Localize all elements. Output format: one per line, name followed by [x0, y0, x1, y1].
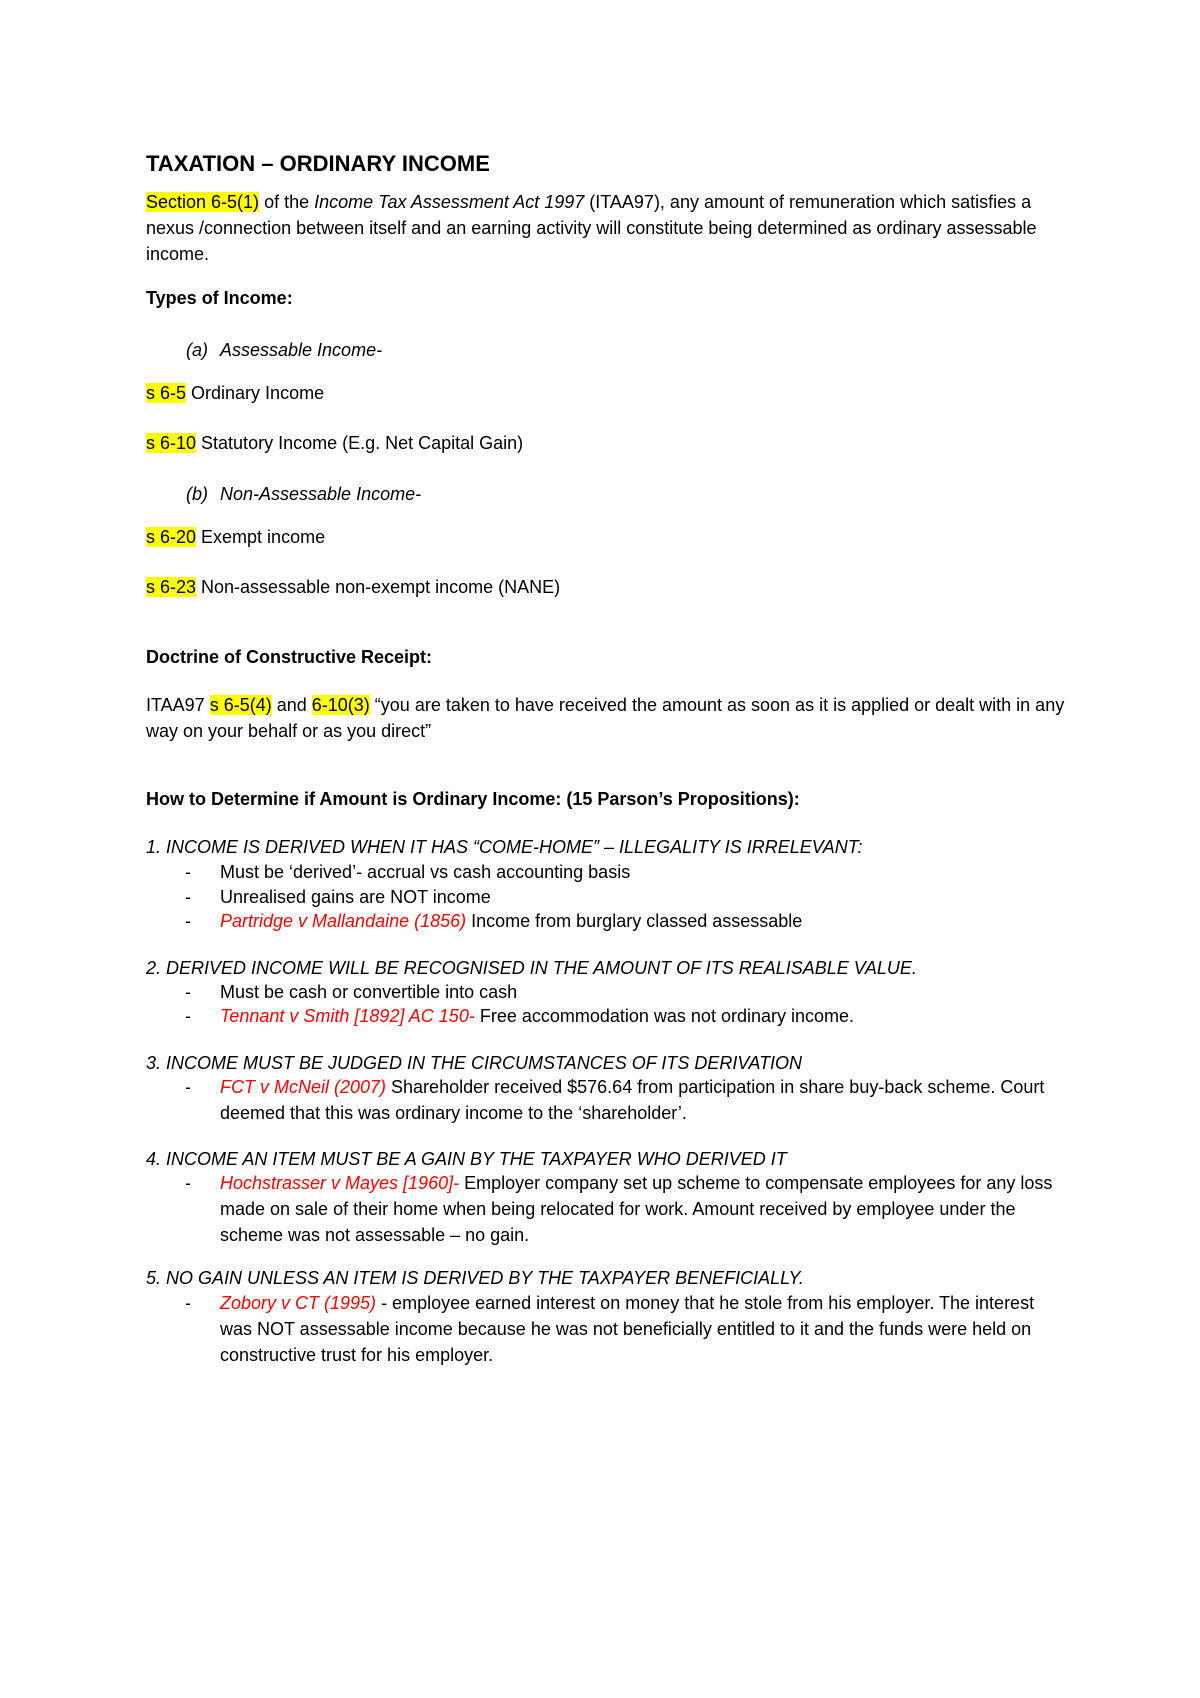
statutory-income-line: s 6-10 Statutory Income (E.g. Net Capital Gain) [146, 433, 524, 453]
bullet-dash: - [185, 1006, 191, 1026]
list-item: Hochstrasser v Mayes [1960]- Employer company set up scheme to compensate employees for any loss made on sale of their home when being relocated for work. Amount received by employee under the scheme was not assessable – no gain. [220, 1173, 1053, 1245]
list-item: Must be ‘derived’- accrual vs cash accounting basis [220, 862, 631, 882]
intro-paragraph: Section 6-5(1) of the Income Tax Assessment Act 1997 (ITAA97), any amount of remuneration which satisfies a nexus /connection between itself and an earning activity will constitute being determined as ordinary assessable income. [146, 192, 1037, 264]
case-citation: Hochstrasser v Mayes [1960]- [220, 1173, 460, 1193]
nane-line: s 6-23 Non-assessable non-exempt income (NANE) [146, 577, 561, 597]
proposition-1-heading: 1. INCOME IS DERIVED WHEN IT HAS “COME-HOME” – ILLEGALITY IS IRRELEVANT: [146, 837, 863, 857]
bullet-dash: - [185, 982, 191, 1002]
list-item: Unrealised gains are NOT income [220, 887, 491, 907]
proposition-5-heading: 5. NO GAIN UNLESS AN ITEM IS DERIVED BY THE TAXPAYER BENEFICIALLY. [146, 1268, 804, 1288]
exempt-income-line: s 6-20 Exempt income [146, 527, 326, 547]
list-item: Partridge v Mallandaine (1856) Income from burglary classed assessable [220, 911, 803, 931]
section-ref: Section 6-5(1) [146, 192, 260, 212]
doctrine-heading: Doctrine of Constructive Receipt: [146, 647, 433, 667]
proposition-4-heading: 4. INCOME AN ITEM MUST BE A GAIN BY THE TAXPAYER WHO DERIVED IT [146, 1149, 787, 1169]
list-label-a: (a) [186, 340, 208, 360]
bullet-dash: - [185, 911, 191, 931]
list-item: Must be cash or convertible into cash [220, 982, 518, 1002]
case-citation: Zobory v CT (1995) [220, 1293, 377, 1313]
case-citation: FCT v McNeil (2007) [220, 1077, 387, 1097]
bullet-dash: - [185, 1077, 191, 1097]
proposition-3-heading: 3. INCOME MUST BE JUDGED IN THE CIRCUMSTANCES OF ITS DERIVATION [146, 1053, 803, 1073]
doctrine-paragraph: ITAA97 s 6-5(4) and 6-10(3) “you are taken to have received the amount as soon as it is applied or dealt with in any way on your behalf or as you direct” [146, 695, 1065, 741]
list-label-b: (b) [186, 484, 208, 504]
proposition-2-heading: 2. DERIVED INCOME WILL BE RECOGNISED IN THE AMOUNT OF ITS REALISABLE VALUE. [146, 958, 917, 978]
assessable-income-label: Assessable Income- [220, 340, 383, 360]
how-to-heading: How to Determine if Amount is Ordinary Income: (15 Parson’s Propositions): [146, 789, 800, 809]
bullet-dash: - [185, 862, 191, 882]
list-item: Zobory v CT (1995) - employee earned interest on money that he stole from his employer. The interest was NOT assessable income because he was not beneficially entitled to it and the funds were held on constructive trust for his employer. [220, 1293, 1035, 1365]
act-name: Income Tax Assessment Act 1997 [314, 192, 585, 212]
case-citation: Partridge v Mallandaine (1856) [220, 911, 467, 931]
case-citation: Tennant v Smith [1892] AC 150- [220, 1006, 475, 1026]
list-item: FCT v McNeil (2007) Shareholder received $576.64 from participation in share buy-back scheme. Court deemed that this was ordinary income to the ‘shareholder’. [220, 1077, 1045, 1123]
non-assessable-income-label: Non-Assessable Income- [220, 484, 422, 504]
types-heading: Types of Income: [146, 288, 293, 308]
list-item: Tennant v Smith [1892] AC 150- Free accommodation was not ordinary income. [220, 1006, 854, 1026]
bullet-dash: - [185, 887, 191, 907]
ordinary-income-line: s 6-5 Ordinary Income [146, 383, 325, 403]
bullet-dash: - [185, 1293, 191, 1313]
page-title: TAXATION – ORDINARY INCOME [146, 151, 490, 176]
bullet-dash: - [185, 1173, 191, 1193]
